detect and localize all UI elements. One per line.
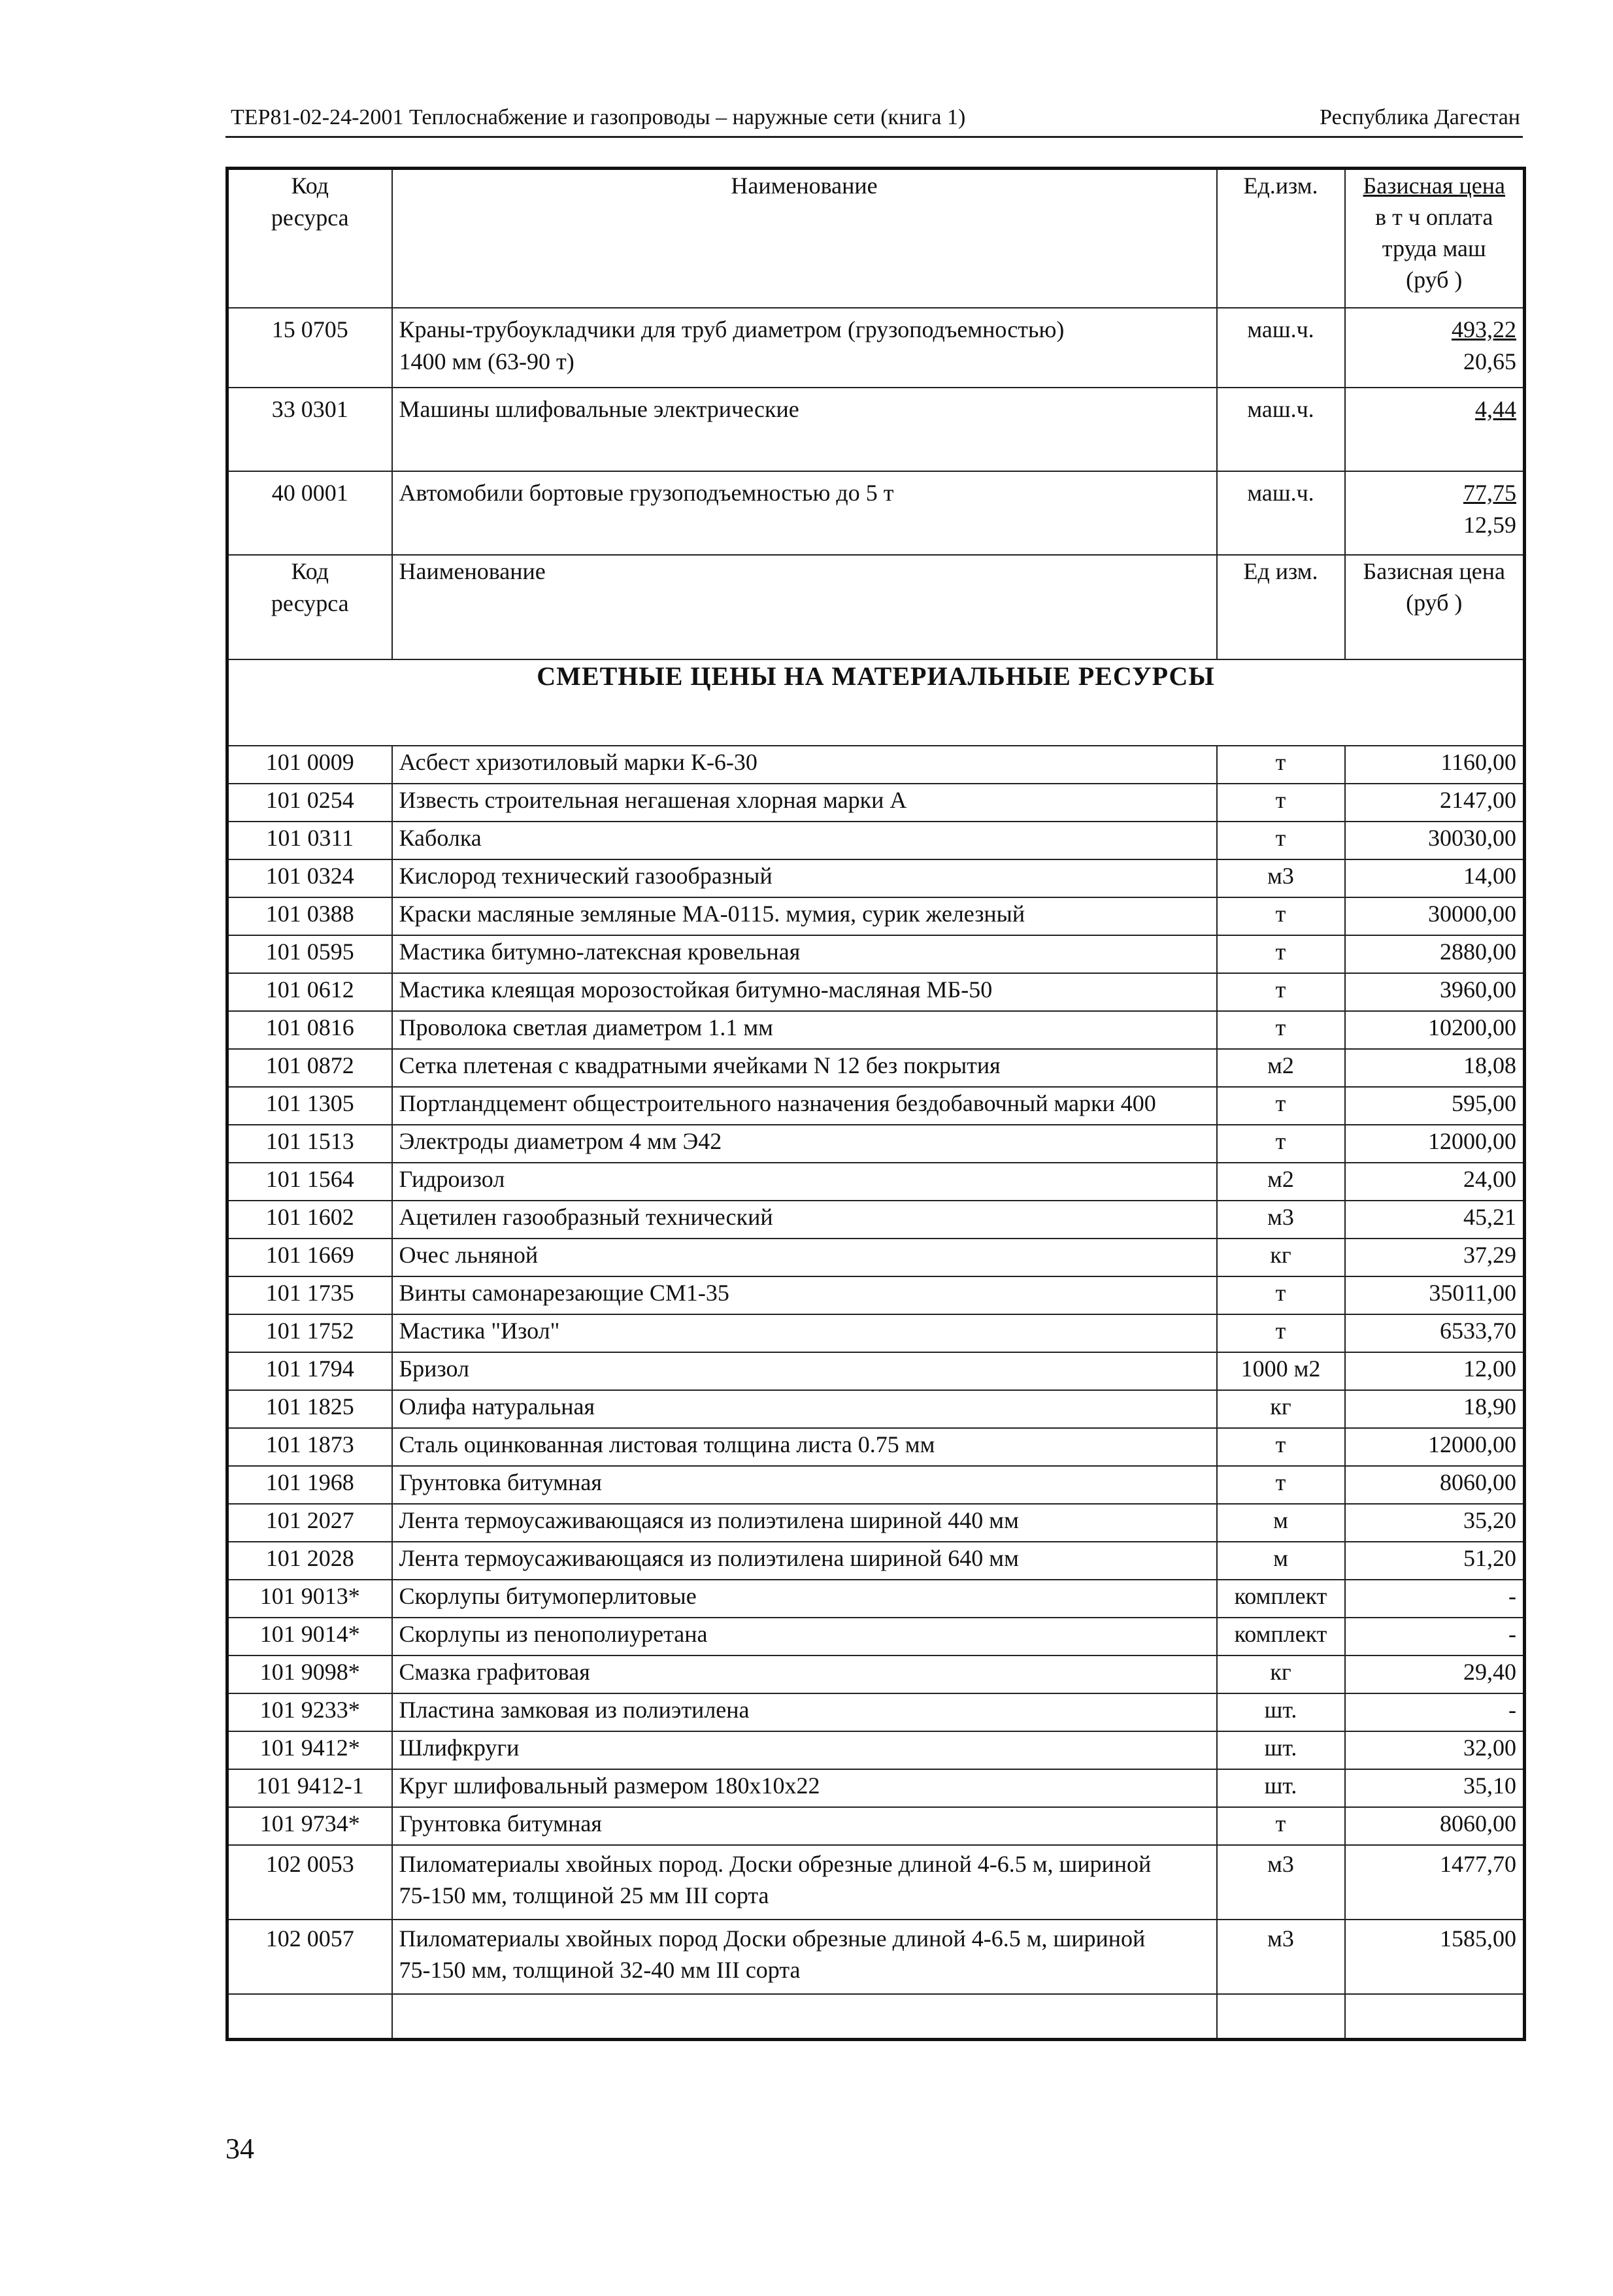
- material-name: Скорлупы битумоперлитовые: [392, 1580, 1217, 1618]
- material-name: Пиломатериалы хвойных пород Доски обрезные длиной 4-6.5 м, шириной 75-150 мм, толщиной 32-40 мм III сорта: [392, 1920, 1217, 1994]
- material-price: 51,20: [1345, 1542, 1525, 1580]
- material-row: [227, 859, 1525, 897]
- material-code: 101 1564: [227, 1163, 392, 1201]
- header-document-title: ТЕР81-02-24-2001 Теплоснабжение и газопроводы – наружные сети (книга 1): [231, 105, 966, 129]
- material-row: [227, 1466, 1525, 1504]
- material-price: 3960,00: [1345, 973, 1525, 1011]
- material-name: Лента термоусаживающаяся из полиэтилена шириной 440 мм: [392, 1504, 1217, 1542]
- material-name: Мастика "Изол": [392, 1314, 1217, 1352]
- material-code: 101 0311: [227, 822, 392, 859]
- material-price: 12000,00: [1345, 1125, 1525, 1163]
- material-unit: м3: [1217, 1920, 1345, 1994]
- material-name: Известь строительная негашеная хлорная марки А: [392, 784, 1217, 822]
- material-row: [227, 822, 1525, 859]
- material-price: 45,21: [1345, 1201, 1525, 1239]
- material-name: Асбест хризотиловый марки К-6-30: [392, 746, 1217, 784]
- material-price: 35011,00: [1345, 1276, 1525, 1314]
- machine-name: Краны-трубоукладчики для труб диаметром (грузоподъемностью) 1400 мм (63-90 т): [392, 308, 1217, 388]
- machine-code: 33 0301: [227, 388, 392, 471]
- material-code: 101 9412*: [227, 1731, 392, 1769]
- material-price: 2880,00: [1345, 935, 1525, 973]
- material-code: 101 1735: [227, 1276, 392, 1314]
- material-row: [227, 1693, 1525, 1731]
- material-name: Бризол: [392, 1352, 1217, 1390]
- material-price: 1477,70: [1345, 1845, 1525, 1920]
- material-row: [227, 1352, 1525, 1390]
- material-name: Пластина замковая из полиэтилена: [392, 1693, 1217, 1731]
- material-price: 1160,00: [1345, 746, 1525, 784]
- material-unit: кг: [1217, 1239, 1345, 1276]
- material-name: Лента термоусаживающаяся из полиэтилена шириной 640 мм: [392, 1542, 1217, 1580]
- machine-price: 77,75 12,59: [1345, 471, 1525, 555]
- material-name: Мастика битумно-латексная кровельная: [392, 935, 1217, 973]
- machine-row: [227, 308, 1525, 388]
- material-price: 8060,00: [1345, 1807, 1525, 1845]
- machine-row: [227, 388, 1525, 471]
- material-code: 101 1305: [227, 1087, 392, 1125]
- material-name: Очес льняной: [392, 1239, 1217, 1276]
- material-unit: 1000 м2: [1217, 1352, 1345, 1390]
- material-code: 101 1873: [227, 1428, 392, 1466]
- material-price: 24,00: [1345, 1163, 1525, 1201]
- material-price: 6533,70: [1345, 1314, 1525, 1352]
- machine-price: 4,44: [1345, 388, 1525, 471]
- material-code: 101 9734*: [227, 1807, 392, 1845]
- material-code: 101 1825: [227, 1390, 392, 1428]
- material-unit: кг: [1217, 1655, 1345, 1693]
- material-unit: комплект: [1217, 1580, 1345, 1618]
- page-number: 34: [225, 2133, 254, 2165]
- materials-body: [227, 746, 1525, 1845]
- material-unit: шт.: [1217, 1769, 1345, 1807]
- material-code: 101 0009: [227, 746, 392, 784]
- material-price: 2147,00: [1345, 784, 1525, 822]
- machine-name: Автомобили бортовые грузоподъемностью до 5 т: [392, 471, 1217, 555]
- material-code: 101 0324: [227, 859, 392, 897]
- material-code: 101 9013*: [227, 1580, 392, 1618]
- material-code: 101 0872: [227, 1049, 392, 1087]
- material-unit: шт.: [1217, 1693, 1345, 1731]
- material-unit: т: [1217, 1466, 1345, 1504]
- header-code: Код ресурса: [227, 169, 392, 308]
- material-name: Грунтовка битумная: [392, 1466, 1217, 1504]
- material-unit: м3: [1217, 859, 1345, 897]
- material-row: [227, 973, 1525, 1011]
- material-unit: т: [1217, 1807, 1345, 1845]
- material-code: 101 0388: [227, 897, 392, 935]
- material-row: [227, 1845, 1525, 1920]
- material-name: Сетка плетеная с квадратными ячейками N 12 без покрытия: [392, 1049, 1217, 1087]
- section-title-row: [227, 659, 1525, 746]
- material-name: Гидроизол: [392, 1163, 1217, 1201]
- material-price: 30000,00: [1345, 897, 1525, 935]
- material-code: 101 0816: [227, 1011, 392, 1049]
- material-row: [227, 1920, 1525, 1994]
- material-name: Круг шлифовальный размером 180х10х22: [392, 1769, 1217, 1807]
- material-row: [227, 1731, 1525, 1769]
- material-price: 8060,00: [1345, 1466, 1525, 1504]
- material-unit: т: [1217, 1428, 1345, 1466]
- material-name: Смазка графитовая: [392, 1655, 1217, 1693]
- material-unit: комплект: [1217, 1618, 1345, 1655]
- machine-unit: маш.ч.: [1217, 471, 1345, 555]
- material-row: [227, 897, 1525, 935]
- material-code: 101 9412-1: [227, 1769, 392, 1807]
- material-name: Пиломатериалы хвойных пород. Доски обрезные длиной 4-6.5 м, шириной 75-150 мм, толщиной 25 мм III сорта: [392, 1845, 1217, 1920]
- material-price: 30030,00: [1345, 822, 1525, 859]
- machine-name: Машины шлифовальные электрические: [392, 388, 1217, 471]
- material-price: 1585,00: [1345, 1920, 1525, 1994]
- material-name: Кислород технический газообразный: [392, 859, 1217, 897]
- material-code: 101 1752: [227, 1314, 392, 1352]
- material-unit: шт.: [1217, 1731, 1345, 1769]
- material-row: [227, 1580, 1525, 1618]
- material-row: [227, 784, 1525, 822]
- running-header: [225, 103, 1523, 138]
- machines-header-row: [227, 169, 1525, 308]
- machine-row: [227, 471, 1525, 555]
- material-unit: м3: [1217, 1201, 1345, 1239]
- material-row: [227, 1049, 1525, 1087]
- header-name: Наименование: [392, 169, 1217, 308]
- material-row: [227, 1807, 1525, 1845]
- material-row: [227, 1276, 1525, 1314]
- material-unit: м2: [1217, 1163, 1345, 1201]
- material-name: Винты самонарезающие СМ1-35: [392, 1276, 1217, 1314]
- materials-header-row: [227, 555, 1525, 659]
- material-price: 10200,00: [1345, 1011, 1525, 1049]
- material-price: 14,00: [1345, 859, 1525, 897]
- header-region: Республика Дагестан: [1320, 105, 1520, 129]
- machine-code: 15 0705: [227, 308, 392, 388]
- material-name: Ацетилен газообразный технический: [392, 1201, 1217, 1239]
- machine-unit: маш.ч.: [1217, 388, 1345, 471]
- material-price: 12,00: [1345, 1352, 1525, 1390]
- empty-row: [227, 1994, 1525, 2040]
- material-code: 101 1669: [227, 1239, 392, 1276]
- material-row: [227, 1390, 1525, 1428]
- material-row: [227, 1011, 1525, 1049]
- header-price: Базисная цена (руб ): [1345, 555, 1525, 659]
- header-code: Код ресурса: [227, 555, 392, 659]
- material-name: Олифа натуральная: [392, 1390, 1217, 1428]
- material-row: [227, 1769, 1525, 1807]
- material-row: [227, 935, 1525, 973]
- material-code: 102 0053: [227, 1845, 392, 1920]
- material-name: Электроды диаметром 4 мм Э42: [392, 1125, 1217, 1163]
- material-unit: т: [1217, 1314, 1345, 1352]
- material-row: [227, 1087, 1525, 1125]
- header-unit: Ед изм.: [1217, 555, 1345, 659]
- machine-code: 40 0001: [227, 471, 392, 555]
- material-name: Грунтовка битумная: [392, 1807, 1217, 1845]
- material-name: Шлифкруги: [392, 1731, 1217, 1769]
- material-unit: т: [1217, 973, 1345, 1011]
- material-unit: м: [1217, 1504, 1345, 1542]
- material-code: 101 2027: [227, 1504, 392, 1542]
- material-unit: т: [1217, 822, 1345, 859]
- material-price: 18,90: [1345, 1390, 1525, 1428]
- material-name: Мастика клеящая морозостойкая битумно-масляная МБ-50: [392, 973, 1217, 1011]
- material-price: 29,40: [1345, 1655, 1525, 1693]
- material-name: Портландцемент общестроительного назначения бездобавочный марки 400: [392, 1087, 1217, 1125]
- machine-unit: маш.ч.: [1217, 308, 1345, 388]
- material-code: 102 0057: [227, 1920, 392, 1994]
- materials-body-multiline: [227, 1845, 1525, 1994]
- material-code: 101 0595: [227, 935, 392, 973]
- material-price: 35,10: [1345, 1769, 1525, 1807]
- material-row: [227, 1618, 1525, 1655]
- material-code: 101 9014*: [227, 1618, 392, 1655]
- section-title: СМЕТНЫЕ ЦЕНЫ НА МАТЕРИАЛЬНЫЕ РЕСУРСЫ: [227, 659, 1525, 746]
- material-row: [227, 1504, 1525, 1542]
- material-row: [227, 1542, 1525, 1580]
- material-unit: т: [1217, 746, 1345, 784]
- material-name: Сталь оцинкованная листовая толщина листа 0.75 мм: [392, 1428, 1217, 1466]
- header-price: Базисная цена в т ч оплата труда маш (руб ): [1345, 169, 1525, 308]
- material-code: 101 1602: [227, 1201, 392, 1239]
- material-row: [227, 1314, 1525, 1352]
- material-unit: т: [1217, 935, 1345, 973]
- material-row: [227, 746, 1525, 784]
- material-unit: м: [1217, 1542, 1345, 1580]
- material-price: -: [1345, 1693, 1525, 1731]
- material-unit: т: [1217, 1011, 1345, 1049]
- material-code: 101 1794: [227, 1352, 392, 1390]
- material-price: 35,20: [1345, 1504, 1525, 1542]
- material-price: -: [1345, 1580, 1525, 1618]
- material-price: 18,08: [1345, 1049, 1525, 1087]
- material-code: 101 9098*: [227, 1655, 392, 1693]
- material-unit: т: [1217, 1125, 1345, 1163]
- header-unit: Ед.изм.: [1217, 169, 1345, 308]
- header-name: Наименование: [392, 555, 1217, 659]
- material-code: 101 0612: [227, 973, 392, 1011]
- material-row: [227, 1125, 1525, 1163]
- material-price: 37,29: [1345, 1239, 1525, 1276]
- material-row: [227, 1655, 1525, 1693]
- material-code: 101 2028: [227, 1542, 392, 1580]
- material-row: [227, 1428, 1525, 1466]
- price-table: [225, 167, 1526, 2041]
- material-name: Скорлупы из пенополиуретана: [392, 1618, 1217, 1655]
- material-unit: т: [1217, 1276, 1345, 1314]
- material-code: 101 9233*: [227, 1693, 392, 1731]
- material-code: 101 1968: [227, 1466, 392, 1504]
- material-unit: кг: [1217, 1390, 1345, 1428]
- material-price: 12000,00: [1345, 1428, 1525, 1466]
- material-price: 595,00: [1345, 1087, 1525, 1125]
- material-row: [227, 1163, 1525, 1201]
- material-row: [227, 1201, 1525, 1239]
- material-row: [227, 1239, 1525, 1276]
- material-unit: м2: [1217, 1049, 1345, 1087]
- material-unit: т: [1217, 784, 1345, 822]
- material-unit: т: [1217, 897, 1345, 935]
- material-name: Проволока светлая диаметром 1.1 мм: [392, 1011, 1217, 1049]
- material-unit: т: [1217, 1087, 1345, 1125]
- material-unit: м3: [1217, 1845, 1345, 1920]
- material-name: Краски масляные земляные МА-0115. мумия, сурик железный: [392, 897, 1217, 935]
- material-price: -: [1345, 1618, 1525, 1655]
- material-code: 101 1513: [227, 1125, 392, 1163]
- machine-price: 493,22 20,65: [1345, 308, 1525, 388]
- material-name: Каболка: [392, 822, 1217, 859]
- material-price: 32,00: [1345, 1731, 1525, 1769]
- material-code: 101 0254: [227, 784, 392, 822]
